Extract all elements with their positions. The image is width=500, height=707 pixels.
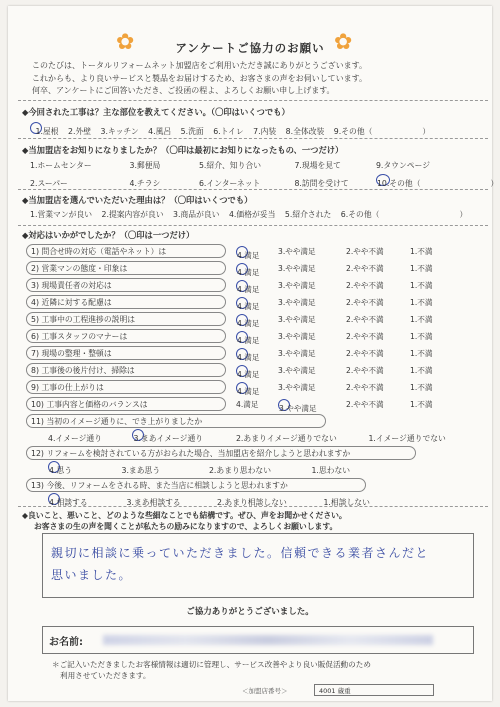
- rating-option[interactable]: [410, 399, 432, 410]
- q1-note: （〇印はいくつでも）: [210, 107, 290, 117]
- q2-option[interactable]: 2.スーパー: [30, 179, 68, 188]
- q1-option-close: ）: [422, 127, 431, 136]
- rating-row-label: 1) 問合せ時の対応（電話やネット）は: [26, 244, 226, 258]
- rating-option[interactable]: [278, 280, 316, 291]
- q12-option[interactable]: 3.まあ思う: [121, 466, 161, 475]
- rating-option[interactable]: [410, 348, 432, 359]
- rating-option[interactable]: [236, 399, 258, 410]
- rating-option[interactable]: [278, 331, 316, 342]
- q1-title: ◆今回された工事は？主な部位を教えてください。: [22, 107, 211, 117]
- rating-option[interactable]: [278, 348, 316, 359]
- rating-option-label: 1.不満: [410, 264, 433, 273]
- rating-option[interactable]: [236, 365, 259, 380]
- q12-row: [26, 446, 486, 462]
- rating-option[interactable]: [410, 382, 432, 393]
- q11-option[interactable]: 2.あまりイメージ通りでない: [235, 434, 337, 443]
- q12-option[interactable]: 1.思わない: [311, 466, 351, 475]
- rating-option[interactable]: [410, 246, 432, 257]
- q2-option[interactable]: 3.郵便局: [129, 161, 161, 170]
- rating-option[interactable]: [410, 280, 432, 291]
- rating-row-label: 9) 工事の仕上がりは: [26, 380, 226, 394]
- name-label: お名前:: [49, 637, 83, 648]
- rating-row-label: 3) 現場責任者の対応は: [26, 278, 226, 292]
- rating-option-label: 1.不満: [410, 298, 433, 307]
- q1-option[interactable]: 1.屋根: [35, 127, 59, 136]
- thanks-text: ご協力ありがとうございました。: [186, 607, 314, 617]
- rating-option[interactable]: [346, 297, 384, 308]
- rating-option-label: 2.やや不満: [346, 264, 384, 273]
- rating-option[interactable]: [236, 348, 259, 363]
- rating-option[interactable]: [410, 263, 432, 274]
- rating-option[interactable]: [346, 280, 384, 291]
- q3-option-close: ）: [459, 210, 468, 219]
- privacy-note: [52, 659, 371, 681]
- q1-options[interactable]: [30, 122, 435, 137]
- rating-option-label: 4.満足: [237, 319, 260, 328]
- rating-option[interactable]: [410, 331, 432, 342]
- rating-row-label: 7) 現場の整理・整頓は: [26, 346, 226, 360]
- rating-option-label: 2.やや不満: [346, 349, 384, 358]
- q12-label: 12) リフォームを検討されている方がおられた場合、当加盟店を紹介しようと思われますか: [26, 446, 416, 460]
- rating-option[interactable]: [278, 246, 316, 257]
- rating-row-label: 8) 工事後の後片付け、掃除は: [26, 363, 226, 377]
- q3-option[interactable]: 5.紹介された: [284, 210, 332, 219]
- rating-option-label: 4.満足: [237, 353, 260, 362]
- rating-option[interactable]: [278, 314, 316, 325]
- rating-row-label: 2) 営業マンの態度・印象は: [26, 261, 226, 275]
- rating-option[interactable]: [278, 399, 317, 414]
- q1-option[interactable]: 4.風呂: [148, 127, 172, 136]
- rating-option[interactable]: [410, 297, 432, 308]
- privacy-line: 利用させていただきます。: [60, 671, 151, 680]
- q2-option[interactable]: 1.ホームセンター: [30, 161, 92, 170]
- rating-option[interactable]: [346, 314, 384, 325]
- q2-option[interactable]: 6.インターネット: [198, 179, 261, 188]
- q3-options[interactable]: [30, 209, 472, 220]
- rating-option[interactable]: [410, 314, 432, 325]
- comment-prompt-2: お客さまの生の声を聞くことが私たちの励みになりますので、よろしくお願いします。: [34, 522, 338, 531]
- q11-options[interactable]: [48, 429, 446, 444]
- rating-option-label: 1.不満: [410, 366, 433, 375]
- rating-option-label: 2.やや不満: [346, 400, 384, 409]
- rating-option-label: 2.やや不満: [346, 247, 384, 256]
- rating-option-label: 1.不満: [410, 247, 433, 256]
- q1-option[interactable]: 3.キッチン: [100, 127, 139, 136]
- rating-option[interactable]: [278, 263, 316, 274]
- intro-line: これからも、より良いサービスと製品をお届けするため、お客さまの声をお伺いしています。: [32, 73, 368, 83]
- q2-option[interactable]: 10.その他（: [376, 179, 421, 188]
- q1-option[interactable]: 2.外壁: [68, 127, 92, 136]
- rating-option-label: 4.満足: [236, 400, 259, 409]
- rating-row: [26, 397, 486, 413]
- q11-label: 11) 当初のイメージ通りに、でき上がりましたか: [26, 414, 326, 428]
- q2-option[interactable]: 5.紹介、知り合い: [198, 161, 261, 170]
- q3-option[interactable]: 3.商品が良い: [173, 210, 220, 219]
- comment-handwriting: 親切に相談に乗っていただきました。信頼できる業者さんだと: [51, 546, 430, 560]
- divider: [18, 138, 488, 139]
- rating-option[interactable]: [236, 263, 259, 278]
- q3-option[interactable]: 6.その他（: [340, 210, 380, 219]
- q1-option[interactable]: 6.トイレ: [213, 127, 244, 136]
- q2-note: （〇印は最初にお知りになったもの、一つだけ）: [161, 145, 344, 155]
- redacted-name: [103, 635, 433, 645]
- q11-row: [26, 414, 486, 430]
- rating-option-label: 3.やや満足: [278, 298, 316, 307]
- q1-heading: [22, 106, 290, 118]
- rating-option-label: 2.やや不満: [346, 281, 384, 290]
- rating-option-label: 4.満足: [237, 336, 260, 345]
- rating-option-label: 2.やや不満: [346, 366, 384, 375]
- divider: [18, 100, 488, 101]
- q12-option[interactable]: 2.あまり思わない: [208, 466, 271, 475]
- rating-option[interactable]: [346, 263, 384, 274]
- rating-option-label: 4.満足: [237, 251, 260, 260]
- q3-title: ◆当加盟店を選んでいただいた理由は？: [22, 195, 170, 205]
- rating-row: [26, 380, 486, 396]
- q3-option[interactable]: 1.営業マンが良い: [30, 210, 93, 219]
- intro-line: 何卒、アンケートにご回答いただき、ご投函の程よ、よろしくお願い申し上げます。: [32, 86, 335, 95]
- q4-title: ◆対応はいかがでしたか？: [22, 230, 120, 240]
- name-field[interactable]: [42, 626, 474, 654]
- rating-row-label: 5) 工事中の工程進捗の説明は: [26, 312, 226, 326]
- privacy-line: ＊ご記入いただきましたお客様情報は適切に管理し、サービス改善やより良い販促活動のため: [52, 660, 371, 669]
- rating-option-label: 4.満足: [237, 370, 260, 379]
- rating-option[interactable]: [346, 365, 384, 376]
- rating-option-label: 3.やや満足: [278, 383, 316, 392]
- rating-option-label: 3.やや満足: [278, 332, 316, 341]
- rating-row: [26, 278, 486, 294]
- rating-option[interactable]: [236, 314, 259, 329]
- rating-option-label: 3.やや満足: [278, 315, 316, 324]
- rating-row-label: 4) 近隣に対する配慮は: [26, 295, 226, 309]
- q13-option[interactable]: 4.相談する: [49, 498, 88, 507]
- q2-options-row2[interactable]: [30, 174, 500, 189]
- rating-option[interactable]: [236, 297, 259, 312]
- q12-option[interactable]: 4.思う: [49, 466, 73, 475]
- q3-heading: [22, 194, 252, 206]
- q11-option[interactable]: 3.まあイメージ通り: [133, 434, 204, 443]
- rating-option-label: 1.不満: [410, 332, 433, 341]
- rating-row: [26, 295, 486, 311]
- page-title: アンケートご協力のお願い: [175, 41, 325, 55]
- rating-row: [26, 363, 486, 379]
- q13-label: 13) 今後、リフォームをされる時、また当店に相談しようと思われますか: [26, 478, 366, 492]
- q4-heading: [22, 229, 194, 241]
- rating-option[interactable]: [236, 246, 259, 261]
- rating-option-label: 3.やや満足: [279, 404, 317, 413]
- rating-row: [26, 244, 486, 260]
- rating-row: [26, 261, 486, 277]
- rating-option-label: 3.やや満足: [278, 264, 316, 273]
- survey-sheet: [8, 6, 499, 701]
- comment-box[interactable]: [42, 533, 474, 598]
- intro-text: [32, 60, 482, 98]
- rating-option[interactable]: [346, 331, 384, 342]
- rating-option-label: 4.満足: [237, 387, 260, 396]
- rating-option[interactable]: [278, 365, 316, 376]
- comment-prompt: ◆良いこと、悪いこと、どのような些細なことでも結構です。ぜひ、声をお聞かせください。: [22, 511, 347, 520]
- divider: [18, 506, 488, 507]
- q3-option[interactable]: 4.価格が妥当: [228, 210, 276, 219]
- rating-option[interactable]: [278, 382, 316, 393]
- rating-option-label: 3.やや満足: [278, 247, 316, 256]
- q2-option-close: ）: [490, 179, 499, 188]
- rating-row: [26, 312, 486, 328]
- rating-option[interactable]: [236, 382, 259, 397]
- divider: [18, 225, 488, 226]
- rating-option[interactable]: [236, 280, 259, 295]
- rating-option-label: 1.不満: [410, 349, 433, 358]
- rating-option-label: 1.不満: [410, 400, 433, 409]
- q1-option[interactable]: 5.洗面: [180, 127, 204, 136]
- rating-option-label: 4.満足: [237, 268, 260, 277]
- store-number-box: 4001 蔵重: [314, 684, 434, 696]
- rating-option-label: 1.不満: [410, 383, 433, 392]
- rating-option[interactable]: [236, 331, 259, 346]
- rating-option-label: 3.やや満足: [278, 349, 316, 358]
- q2-option[interactable]: 9.タウンページ: [375, 161, 431, 170]
- rating-row: [26, 329, 486, 345]
- q2-option[interactable]: 8.訪問を受けて: [294, 179, 349, 188]
- rating-option-label: 4.満足: [237, 302, 260, 311]
- q3-note: （〇印はいくつでも）: [169, 195, 253, 205]
- q2-option[interactable]: 4.チラシ: [129, 179, 161, 188]
- q4-note: （〇印は一つだけ）: [119, 230, 195, 240]
- rating-option-label: 3.やや満足: [278, 366, 316, 375]
- rating-row-label: 10) 工事内容と価格のバランスは: [26, 397, 226, 411]
- q1-option[interactable]: 9.その他（: [333, 127, 373, 136]
- q13-option[interactable]: 2.あまり相談しない: [216, 498, 287, 507]
- q11-option[interactable]: 1.イメージ通りでない: [368, 434, 446, 443]
- q12-options[interactable]: [48, 461, 350, 476]
- q11-option[interactable]: 4.イメージ通り: [48, 434, 102, 443]
- flower-icon-right: ✿: [334, 30, 353, 55]
- flower-icon-left: ✿: [116, 30, 135, 55]
- rating-option[interactable]: [410, 365, 432, 376]
- q13-row: [26, 478, 486, 494]
- rating-option-label: 2.やや不満: [346, 315, 384, 324]
- rating-option-label: 2.やや不満: [346, 332, 384, 341]
- rating-option-label: 2.やや不満: [346, 298, 384, 307]
- q2-options-row1[interactable]: [30, 160, 435, 171]
- q2-title: ◆当加盟店をお知りになりましたか？: [22, 145, 162, 155]
- rating-option-label: 2.やや不満: [346, 383, 384, 392]
- q3-option[interactable]: 2.提案内容が良い: [101, 210, 164, 219]
- q1-option[interactable]: 7.内装: [253, 127, 277, 136]
- q13-option[interactable]: 1.相談しない: [323, 498, 370, 507]
- rating-row: [26, 346, 486, 362]
- rating-row-label: 6) 工事スタッフのマナーは: [26, 329, 226, 343]
- rating-option-label: 1.不満: [410, 281, 433, 290]
- rating-option-label: 1.不満: [410, 315, 433, 324]
- rating-option-label: 4.満足: [237, 285, 260, 294]
- rating-option[interactable]: [346, 246, 384, 257]
- q1-option[interactable]: 8.全体改装: [285, 127, 325, 136]
- divider: [18, 189, 488, 190]
- rating-option[interactable]: [278, 297, 316, 308]
- rating-option[interactable]: [346, 399, 384, 410]
- rating-option[interactable]: [346, 348, 384, 359]
- store-number-label: ＜加盟店番号＞: [242, 687, 288, 695]
- q2-heading: [22, 144, 343, 156]
- q13-option[interactable]: 3.まあ相談する: [126, 498, 181, 507]
- intro-line: このたびは、トータルリフォームネット加盟店をご利用いただき誠にありがとうございます。: [32, 61, 367, 70]
- rating-option-label: 3.やや満足: [278, 281, 316, 290]
- comment-handwriting: 思いました。: [51, 568, 133, 582]
- q2-option[interactable]: 7.現場を見て: [294, 161, 341, 170]
- rating-option[interactable]: [346, 382, 384, 393]
